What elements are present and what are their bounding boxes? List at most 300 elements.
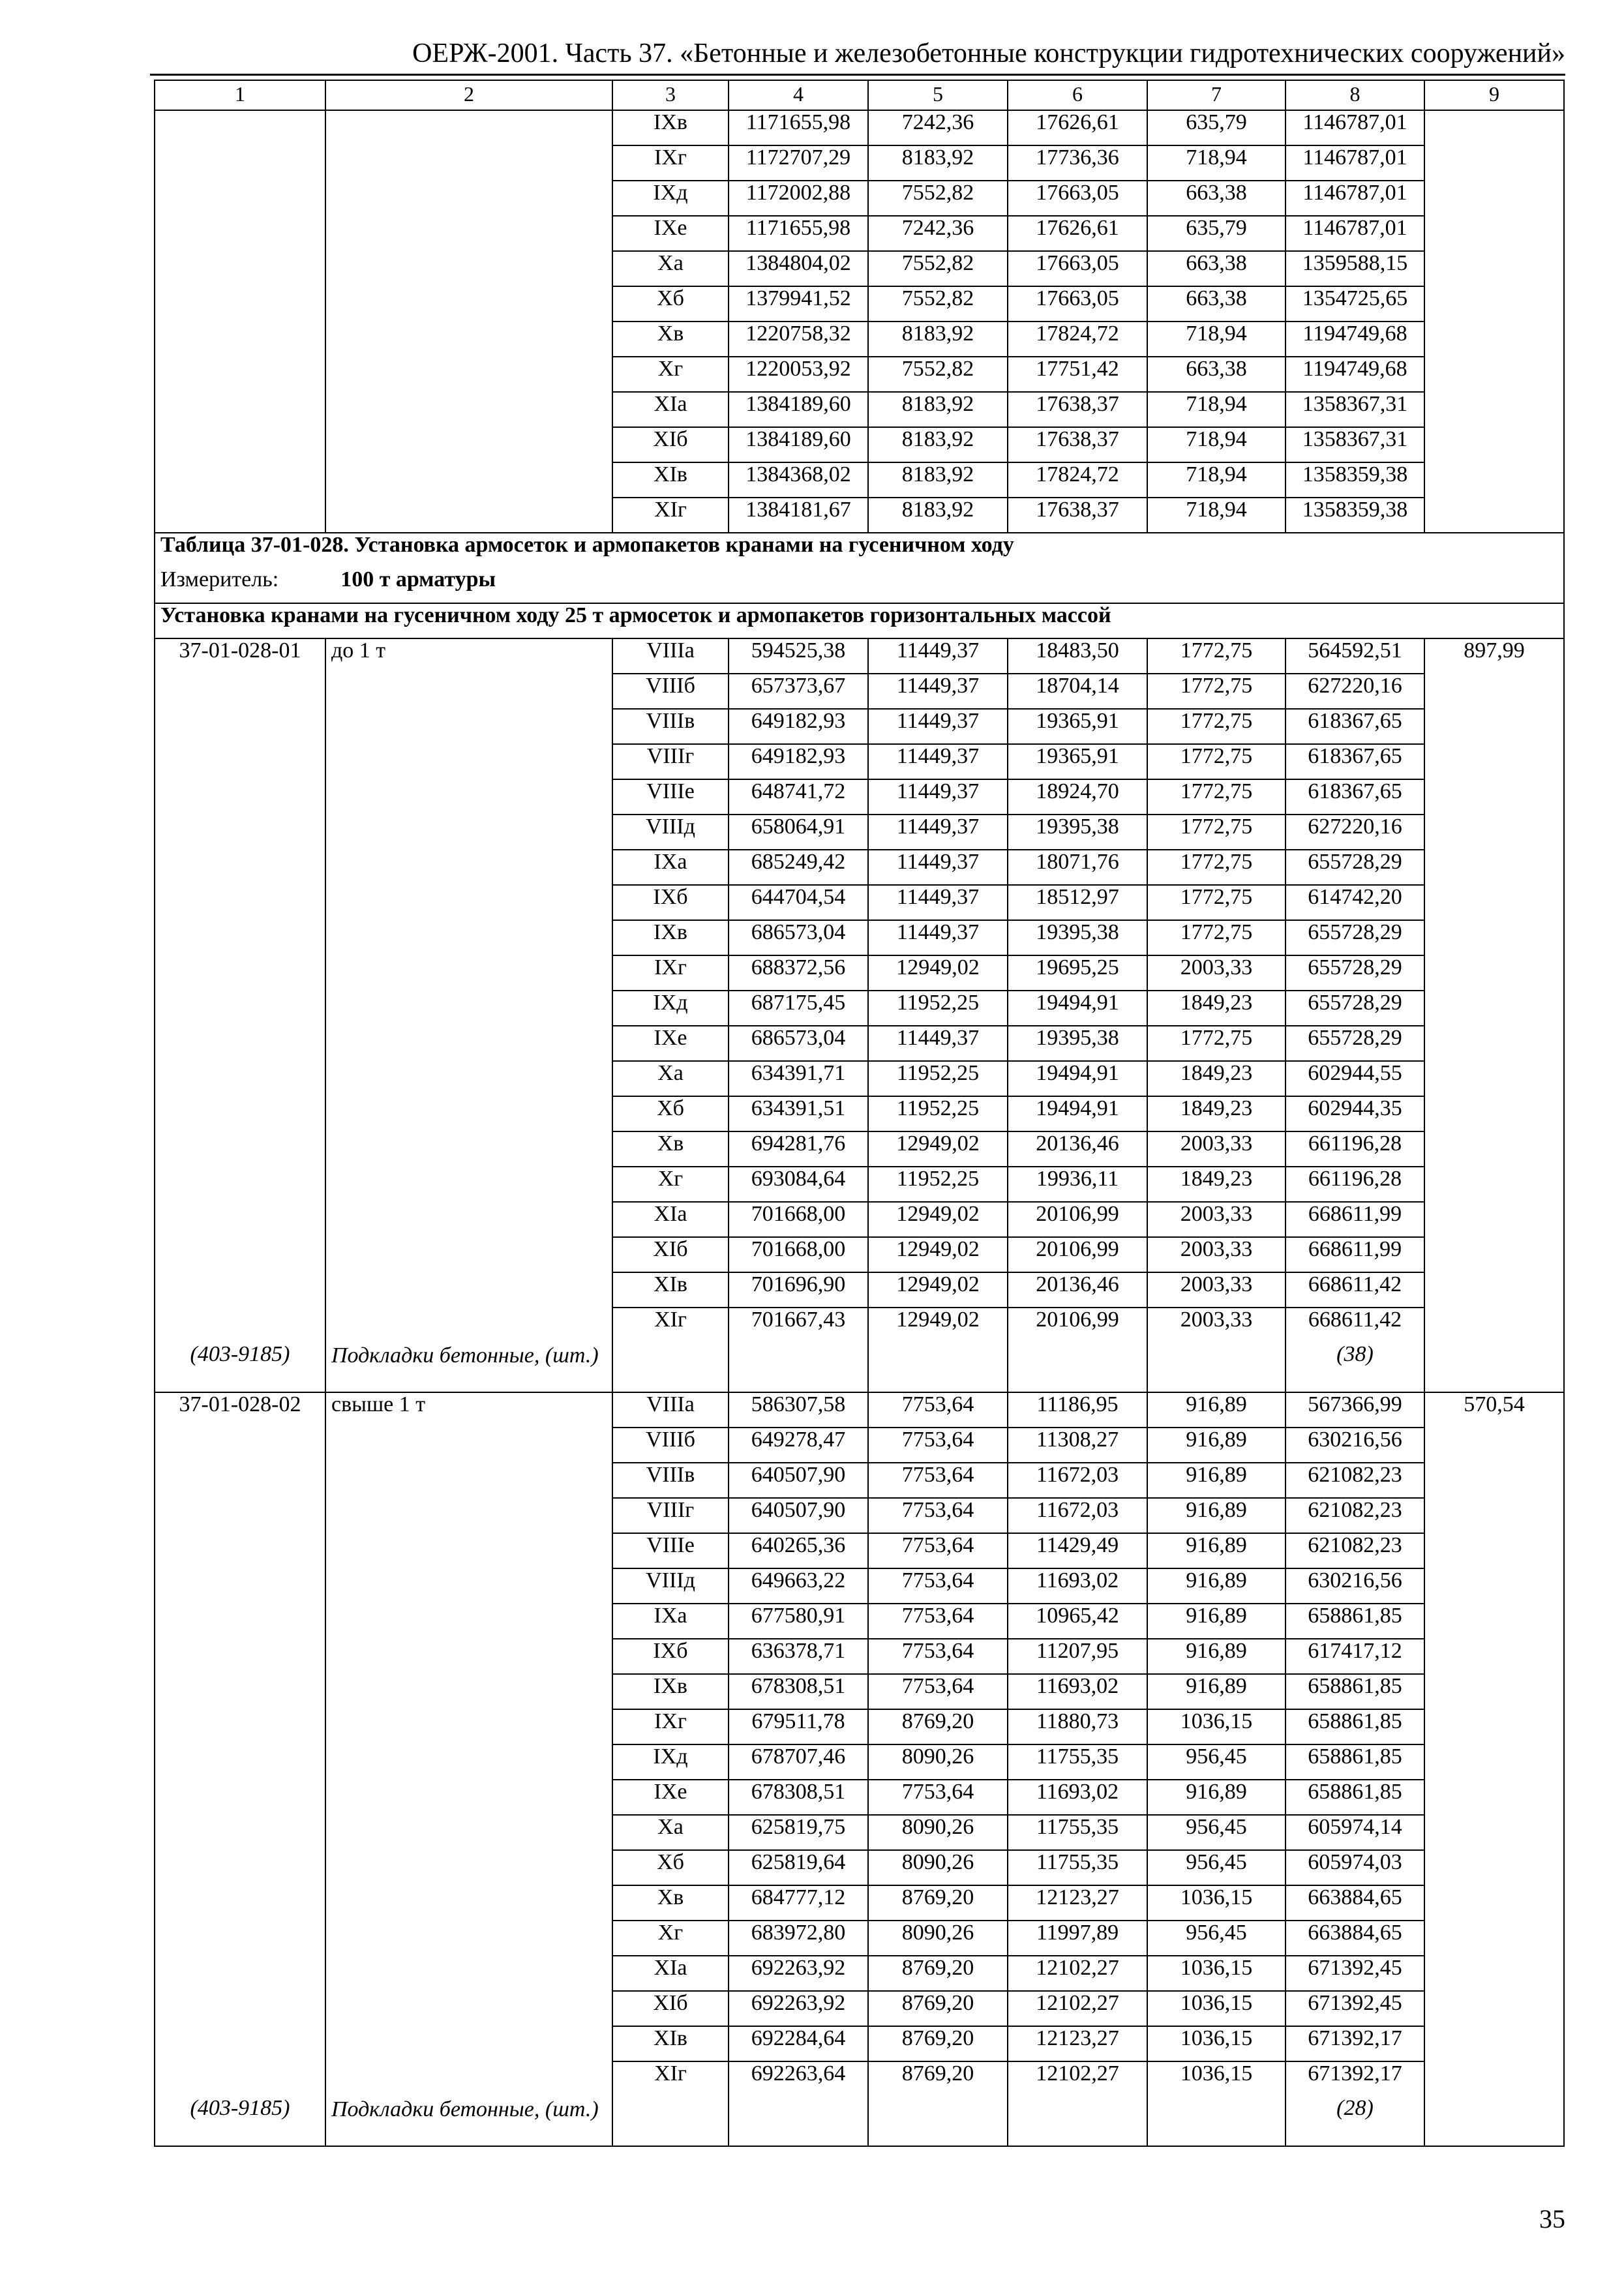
value-cell: 564592,51 (1286, 638, 1424, 674)
value-cell: 658861,85 (1286, 1709, 1424, 1744)
table-row (155, 1744, 1564, 1780)
value-cell: 1384181,67 (729, 498, 868, 533)
footnote-quantity: (38) (1286, 1343, 1424, 1392)
measure-label: Измеритель: (160, 568, 279, 591)
value-cell: 17663,05 (1008, 251, 1147, 286)
value-cell: 718,94 (1147, 498, 1286, 533)
table-row (155, 674, 1564, 709)
col9-cell (1424, 1131, 1564, 1167)
col9-cell (1424, 1061, 1564, 1096)
value-cell: 658861,85 (1286, 1744, 1424, 1780)
value-cell: 663,38 (1147, 286, 1286, 322)
value-cell: 617417,12 (1286, 1639, 1424, 1674)
value-cell: 671392,17 (1286, 2026, 1424, 2061)
value-cell: 916,89 (1147, 1463, 1286, 1498)
rate-name: свыше 1 т (325, 1392, 612, 1428)
column-number: 7 (1147, 80, 1286, 110)
name-cell (325, 1308, 612, 1343)
value-cell: 20136,46 (1008, 1131, 1147, 1167)
value-cell: 11952,25 (868, 1096, 1008, 1131)
col9-cell (1424, 2061, 1564, 2097)
col9-cell (1424, 2097, 1564, 2146)
value-cell: 956,45 (1147, 1921, 1286, 1956)
table-row (155, 1604, 1564, 1639)
value-cell: 1772,75 (1147, 850, 1286, 885)
table-row (155, 709, 1564, 744)
value-cell: 1359588,15 (1286, 251, 1424, 286)
value-cell: 7753,64 (868, 1604, 1008, 1639)
name-cell (325, 357, 612, 392)
code-cell (155, 1237, 325, 1272)
table-row (155, 1272, 1564, 1308)
name-cell (325, 1921, 612, 1956)
value-cell: 1772,75 (1147, 709, 1286, 744)
value-cell: 1772,75 (1147, 815, 1286, 850)
col9-cell (1424, 1744, 1564, 1780)
value-cell: 663,38 (1147, 181, 1286, 216)
footnote-name: Подкладки бетонные, (шт.) (325, 2097, 612, 2146)
value-cell: 19494,91 (1008, 991, 1147, 1026)
value-cell: 19395,38 (1008, 1026, 1147, 1061)
zone-cell: IXг (612, 955, 729, 991)
value-cell: 663,38 (1147, 357, 1286, 392)
value-cell: 1849,23 (1147, 991, 1286, 1026)
code-cell (155, 920, 325, 955)
col9-cell (1424, 1850, 1564, 1885)
value-cell: 12123,27 (1008, 1885, 1147, 1921)
value-cell: 649182,93 (729, 709, 868, 744)
table-title: Таблица 37-01-028. Установка армосеток и армопакетов кранами на гусеничном ходу (155, 533, 1564, 568)
value-cell: 19695,25 (1008, 955, 1147, 991)
value-cell: 686573,04 (729, 1026, 868, 1061)
value-cell: 1194749,68 (1286, 357, 1424, 392)
zone-cell: Xг (612, 357, 729, 392)
value-cell: 649663,22 (729, 1568, 868, 1604)
code-cell (155, 2026, 325, 2061)
value-cell: 621082,23 (1286, 1463, 1424, 1498)
value-cell: 1146787,01 (1286, 216, 1424, 251)
table-row (155, 1639, 1564, 1674)
value-cell: 1220053,92 (729, 357, 868, 392)
value-cell: 2003,33 (1147, 1308, 1286, 1343)
value-cell: 635,79 (1147, 216, 1286, 251)
empty-cell (1008, 1343, 1147, 1392)
col9-cell (1424, 1026, 1564, 1061)
value-cell: 701668,00 (729, 1202, 868, 1237)
value-cell: 2003,33 (1147, 1237, 1286, 1272)
table-row (155, 357, 1564, 392)
value-cell: 11449,37 (868, 638, 1008, 674)
value-cell: 11672,03 (1008, 1463, 1147, 1498)
zone-cell: Xб (612, 1850, 729, 1885)
code-cell (155, 498, 325, 533)
table-row (155, 1026, 1564, 1061)
value-cell: 19365,91 (1008, 744, 1147, 779)
table-row (155, 955, 1564, 991)
value-cell: 2003,33 (1147, 1202, 1286, 1237)
value-cell: 8183,92 (868, 498, 1008, 533)
value-cell: 19494,91 (1008, 1096, 1147, 1131)
table-row (155, 216, 1564, 251)
column-number: 5 (868, 80, 1008, 110)
table-row (155, 1308, 1564, 1343)
column-number: 2 (325, 80, 612, 110)
name-cell (325, 674, 612, 709)
table-row (155, 991, 1564, 1026)
zone-cell: IXв (612, 1674, 729, 1709)
value-cell: 12949,02 (868, 1237, 1008, 1272)
name-cell (325, 1885, 612, 1921)
table-row (155, 1568, 1564, 1604)
table-row (155, 920, 1564, 955)
value-cell: 640265,36 (729, 1533, 868, 1568)
value-cell: 1772,75 (1147, 744, 1286, 779)
zone-cell: Xб (612, 1096, 729, 1131)
value-cell: 701667,43 (729, 1308, 868, 1343)
value-cell: 1171655,98 (729, 110, 868, 145)
name-cell (325, 1533, 612, 1568)
zone-cell: VIIIг (612, 1498, 729, 1533)
code-cell (155, 1533, 325, 1568)
table-row (155, 1991, 1564, 2026)
value-cell: 8183,92 (868, 462, 1008, 498)
value-cell: 19936,11 (1008, 1167, 1147, 1202)
value-cell: 658861,85 (1286, 1674, 1424, 1709)
value-cell: 11693,02 (1008, 1568, 1147, 1604)
value-cell: 7753,64 (868, 1392, 1008, 1428)
code-cell (155, 850, 325, 885)
value-cell: 11693,02 (1008, 1780, 1147, 1815)
zone-cell: VIIIа (612, 638, 729, 674)
zone-cell: VIIIд (612, 815, 729, 850)
value-cell: 12949,02 (868, 1131, 1008, 1167)
rate-code: 37-01-028-02 (155, 1392, 325, 1428)
code-cell (155, 1026, 325, 1061)
table-row (155, 1428, 1564, 1463)
value-cell: 916,89 (1147, 1674, 1286, 1709)
code-cell (155, 1568, 325, 1604)
value-cell: 1384368,02 (729, 462, 868, 498)
zone-cell: Xв (612, 1131, 729, 1167)
value-cell: 1772,75 (1147, 885, 1286, 920)
code-cell (155, 674, 325, 709)
empty-cell (868, 2097, 1008, 2146)
zone-cell: IXе (612, 1780, 729, 1815)
empty-cell (729, 2097, 868, 2146)
name-cell (325, 1463, 612, 1498)
value-cell: 625819,64 (729, 1850, 868, 1885)
code-cell (155, 1061, 325, 1096)
value-cell: 671392,17 (1286, 2061, 1424, 2097)
column-number: 4 (729, 80, 868, 110)
value-cell: 663884,65 (1286, 1921, 1424, 1956)
value-cell: 17638,37 (1008, 498, 1147, 533)
value-cell: 693084,64 (729, 1167, 868, 1202)
code-cell (155, 145, 325, 181)
code-cell (155, 1921, 325, 1956)
value-cell: 636378,71 (729, 1639, 868, 1674)
value-cell: 630216,56 (1286, 1428, 1424, 1463)
zone-cell: Xа (612, 1061, 729, 1096)
name-cell (325, 1639, 612, 1674)
value-cell: 692263,92 (729, 1991, 868, 2026)
table-row (155, 1885, 1564, 1921)
zone-cell: Xа (612, 251, 729, 286)
rate-code: 37-01-028-01 (155, 638, 325, 674)
value-cell: 657373,67 (729, 674, 868, 709)
col9-cell (1424, 779, 1564, 815)
measure-value: 100 т арматуры (340, 568, 496, 591)
zone-cell: XIв (612, 462, 729, 498)
name-cell (325, 2026, 612, 2061)
col9-cell (1424, 251, 1564, 286)
zone-cell: XIа (612, 392, 729, 427)
value-cell: 1194749,68 (1286, 322, 1424, 357)
value-cell: 594525,38 (729, 638, 868, 674)
code-cell (155, 1815, 325, 1850)
value-cell: 916,89 (1147, 1780, 1286, 1815)
code-cell (155, 709, 325, 744)
zone-cell: VIIIд (612, 1568, 729, 1604)
code-cell (155, 462, 325, 498)
zone-cell: Xа (612, 1815, 729, 1850)
value-cell: 8183,92 (868, 427, 1008, 462)
name-cell (325, 991, 612, 1026)
value-cell: 678308,51 (729, 1780, 868, 1815)
value-cell: 678308,51 (729, 1674, 868, 1709)
value-cell: 11449,37 (868, 744, 1008, 779)
value-cell: 11997,89 (1008, 1921, 1147, 1956)
col9-cell (1424, 181, 1564, 216)
code-cell (155, 1674, 325, 1709)
value-cell: 12123,27 (1008, 2026, 1147, 2061)
value-cell: 17626,61 (1008, 110, 1147, 145)
name-cell (325, 181, 612, 216)
value-cell: 7242,36 (868, 110, 1008, 145)
value-cell: 640507,90 (729, 1463, 868, 1498)
table-row (155, 427, 1564, 462)
col9-cell (1424, 392, 1564, 427)
table-row (155, 815, 1564, 850)
measure-row (155, 568, 1564, 603)
code-cell (155, 181, 325, 216)
name-cell (325, 955, 612, 991)
zone-cell: IXд (612, 991, 729, 1026)
col9-cell (1424, 885, 1564, 920)
value-cell: 1772,75 (1147, 1026, 1286, 1061)
col9-cell (1424, 1096, 1564, 1131)
zone-cell: IXв (612, 110, 729, 145)
code-cell (155, 392, 325, 427)
value-cell: 7753,64 (868, 1674, 1008, 1709)
value-cell: 618367,65 (1286, 709, 1424, 744)
col9-cell (1424, 1921, 1564, 1956)
value-cell: 655728,29 (1286, 991, 1424, 1026)
value-cell: 12949,02 (868, 1308, 1008, 1343)
col9-cell (1424, 1709, 1564, 1744)
zone-cell: IXе (612, 216, 729, 251)
value-cell: 621082,23 (1286, 1498, 1424, 1533)
value-cell: 11449,37 (868, 674, 1008, 709)
value-cell: 1354725,65 (1286, 286, 1424, 322)
value-cell: 19494,91 (1008, 1061, 1147, 1096)
value-cell: 11449,37 (868, 920, 1008, 955)
col9-cell (1424, 286, 1564, 322)
name-cell (325, 1498, 612, 1533)
table-row (155, 251, 1564, 286)
value-cell: 18512,97 (1008, 885, 1147, 920)
value-cell: 618367,65 (1286, 779, 1424, 815)
value-cell: 11693,02 (1008, 1674, 1147, 1709)
code-cell (155, 1850, 325, 1885)
value-cell: 18924,70 (1008, 779, 1147, 815)
code-cell (155, 1272, 325, 1308)
name-cell (325, 427, 612, 462)
value-cell: 2003,33 (1147, 955, 1286, 991)
value-cell: 1036,15 (1147, 1885, 1286, 1921)
value-cell: 625819,75 (729, 1815, 868, 1850)
name-cell (325, 1956, 612, 1991)
value-cell: 1036,15 (1147, 2061, 1286, 2097)
table-row (155, 2026, 1564, 2061)
value-cell: 1172707,29 (729, 145, 868, 181)
col9-cell (1424, 357, 1564, 392)
value-cell: 678707,46 (729, 1744, 868, 1780)
value-cell: 640507,90 (729, 1498, 868, 1533)
zone-cell: IXа (612, 1604, 729, 1639)
value-cell: 663884,65 (1286, 1885, 1424, 1921)
value-cell: 668611,42 (1286, 1272, 1424, 1308)
value-cell: 1036,15 (1147, 1991, 1286, 2026)
zone-cell: XIб (612, 427, 729, 462)
code-cell (155, 1308, 325, 1343)
table-row (155, 1463, 1564, 1498)
footnote-code: (403-9185) (155, 1343, 325, 1392)
col9-cell (1424, 462, 1564, 498)
value-cell: 916,89 (1147, 1604, 1286, 1639)
value-cell: 20106,99 (1008, 1308, 1147, 1343)
table-row (155, 392, 1564, 427)
value-cell: 11449,37 (868, 1026, 1008, 1061)
empty-cell (729, 1343, 868, 1392)
col9-cell (1424, 850, 1564, 885)
table-row (155, 1533, 1564, 1568)
value-cell: 701668,00 (729, 1237, 868, 1272)
name-cell (325, 1850, 612, 1885)
value-cell: 8090,26 (868, 1850, 1008, 1885)
name-cell (325, 216, 612, 251)
value-cell: 20136,46 (1008, 1272, 1147, 1308)
zone-cell: VIIIе (612, 1533, 729, 1568)
code-cell (155, 1956, 325, 1991)
footnote-quantity: (28) (1286, 2097, 1424, 2146)
value-cell: 916,89 (1147, 1392, 1286, 1428)
table-row (155, 744, 1564, 779)
zone-cell: XIа (612, 1202, 729, 1237)
value-cell: 7753,64 (868, 1463, 1008, 1498)
value-cell: 701696,90 (729, 1272, 868, 1308)
value-cell: 605974,14 (1286, 1815, 1424, 1850)
code-cell (155, 427, 325, 462)
table-row (155, 1498, 1564, 1533)
value-cell: 956,45 (1147, 1850, 1286, 1885)
table-row (155, 1096, 1564, 1131)
name-cell (325, 779, 612, 815)
table-row (155, 1956, 1564, 1991)
code-cell (155, 955, 325, 991)
col9-cell (1424, 1167, 1564, 1202)
zone-cell: Xв (612, 1885, 729, 1921)
value-cell: 7242,36 (868, 216, 1008, 251)
zone-cell: VIIIв (612, 1463, 729, 1498)
name-cell (325, 462, 612, 498)
value-cell: 11952,25 (868, 1061, 1008, 1096)
value-cell: 12102,27 (1008, 2061, 1147, 2097)
empty-cell (1147, 2097, 1286, 2146)
value-cell: 8769,20 (868, 1956, 1008, 1991)
name-cell (325, 744, 612, 779)
zone-cell: XIг (612, 2061, 729, 2097)
value-cell: 17626,61 (1008, 216, 1147, 251)
code-cell (155, 1604, 325, 1639)
col9-cell (1424, 1463, 1564, 1498)
name-cell (325, 815, 612, 850)
table-row (155, 1392, 1564, 1428)
value-cell: 8183,92 (868, 145, 1008, 181)
name-cell (325, 145, 612, 181)
value-cell: 12102,27 (1008, 1991, 1147, 2026)
value-cell: 644704,54 (729, 885, 868, 920)
value-cell: 685249,42 (729, 850, 868, 885)
column-number: 8 (1286, 80, 1424, 110)
table-row (155, 1709, 1564, 1744)
col9-cell (1424, 1428, 1564, 1463)
value-cell: 718,94 (1147, 145, 1286, 181)
measure-cell (155, 568, 1564, 603)
rate-name: до 1 т (325, 638, 612, 674)
name-cell (325, 1096, 612, 1131)
col9-cell (1424, 1568, 1564, 1604)
col9-cell (1424, 1885, 1564, 1921)
table-row (155, 181, 1564, 216)
zone-cell: XIб (612, 1237, 729, 1272)
value-cell: 11429,49 (1008, 1533, 1147, 1568)
name-cell (325, 110, 612, 145)
code-cell (155, 216, 325, 251)
table-row (155, 145, 1564, 181)
name-cell (325, 1061, 612, 1096)
value-cell: 916,89 (1147, 1498, 1286, 1533)
name-cell (325, 885, 612, 920)
value-cell: 8769,20 (868, 2026, 1008, 2061)
footnote-code: (403-9185) (155, 2097, 325, 2146)
value-cell: 19365,91 (1008, 709, 1147, 744)
table-title-row (155, 533, 1564, 568)
value-cell: 1172002,88 (729, 181, 868, 216)
table-row (155, 1850, 1564, 1885)
value-cell: 602944,35 (1286, 1096, 1424, 1131)
value-cell: 684777,12 (729, 1885, 868, 1921)
zone-cell: VIIIа (612, 1392, 729, 1428)
value-cell: 7552,82 (868, 357, 1008, 392)
col9-cell (1424, 1533, 1564, 1568)
value-cell: 621082,23 (1286, 1533, 1424, 1568)
zone-cell: XIв (612, 2026, 729, 2061)
value-cell: 7753,64 (868, 1428, 1008, 1463)
name-cell (325, 1131, 612, 1167)
table-row (155, 1202, 1564, 1237)
value-cell: 1379941,52 (729, 286, 868, 322)
